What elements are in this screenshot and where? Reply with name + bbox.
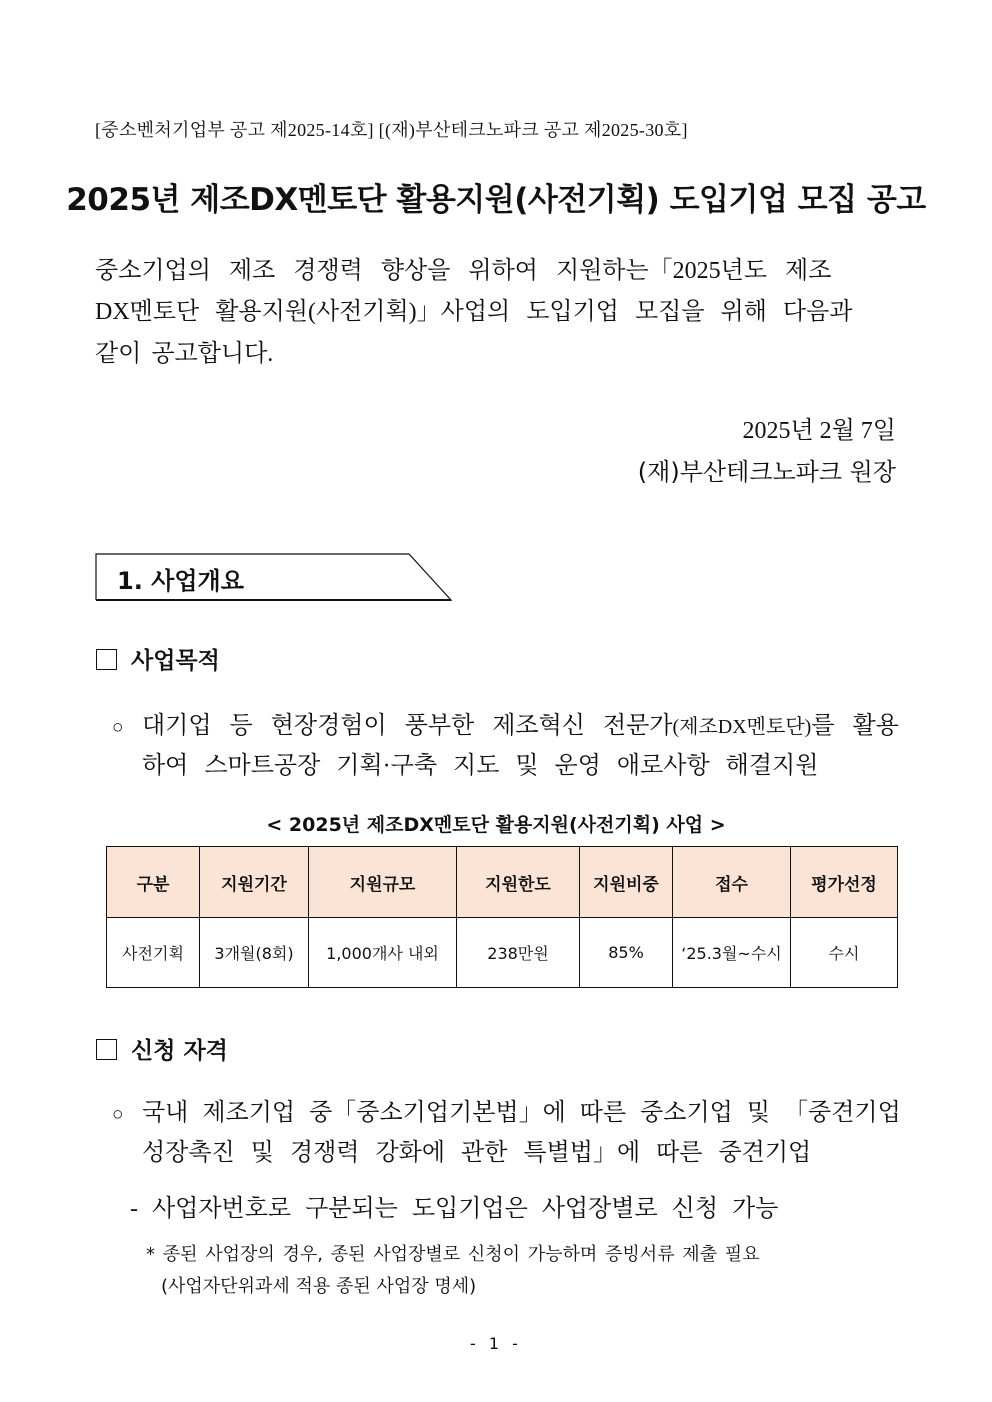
table-header-cell: 지원비중	[580, 847, 673, 918]
section-header-overview	[95, 553, 453, 601]
table-header-cell: 구분	[107, 847, 200, 918]
table-row	[107, 918, 898, 988]
eligibility-line-3: - 사업자번호로 구분되는 도입기업은 사업장별로 신청 가능	[130, 1196, 779, 1222]
purpose-heading-text: 사업목적	[131, 648, 220, 674]
table-cell: ‘25.3월~수시	[673, 918, 791, 988]
table-cell: 사전기획	[107, 918, 200, 988]
eligibility-note-2: (사업자단위과세 적용 종된 사업장 명세)	[161, 1276, 477, 1297]
table-cell: 238만원	[457, 918, 580, 988]
table-header-cell: 지원기간	[200, 847, 309, 918]
eligibility-text: 국내 제조기업 중「중소기업기본법」에 따른 중소기업 및 「중견기업	[142, 1100, 901, 1126]
intro-line-1: 중소기업의 제조 경쟁력 향상을 위하여 지원하는「2025년도 제조	[95, 258, 832, 284]
table-header-cell: 지원한도	[457, 847, 580, 918]
document-title: 2025년 제조DX멘토단 활용지원(사전기획) 도입기업 모집 공고	[66, 182, 926, 218]
table-cell: 85%	[580, 918, 673, 988]
eligibility-line-2: 성장촉진 및 경쟁력 강화에 관한 특별법」에 따른 중견기업	[142, 1140, 812, 1166]
table-header-row	[107, 847, 898, 918]
circle-bullet-icon: ○	[112, 1104, 124, 1125]
square-bullet-icon	[96, 1039, 117, 1060]
purpose-line-2: 하여 스마트공장 기획·구축 지도 및 운영 애로사항 해결지원	[142, 753, 819, 779]
announcement-date: 2025년 2월 7일	[742, 418, 896, 444]
purpose-text-main: 대기업 등 현장경험이 풍부한 제조혁신 전문가	[142, 713, 673, 739]
table-header-cell: 지원규모	[309, 847, 457, 918]
eligibility-heading	[96, 1032, 228, 1065]
square-bullet-icon	[96, 649, 117, 670]
table-cell: 3개월(8회)	[200, 918, 309, 988]
eligibility-note-1: * 종된 사업장의 경우, 종된 사업장별로 신청이 가능하며 증빙서류 제출 필요	[146, 1244, 760, 1265]
purpose-text-tail: 를 활용	[811, 713, 899, 739]
page-number: - 1 -	[470, 1334, 522, 1353]
purpose-text-small: (제조DX멘토단)	[672, 716, 812, 738]
circle-bullet-icon: ○	[112, 717, 124, 738]
purpose-heading	[96, 642, 220, 675]
table-caption: < 2025년 제조DX멘토단 활용지원(사전기획) 사업 >	[266, 814, 726, 836]
eligibility-line-1	[112, 1092, 901, 1127]
table-cell: 수시	[791, 918, 898, 988]
table-cell: 1,000개사 내외	[309, 918, 457, 988]
support-table	[106, 846, 898, 988]
issuer-name: (재)부산테크노파크 원장	[637, 458, 896, 486]
intro-line-3: 같이 공고합니다.	[95, 341, 274, 367]
section-title: 1. 사업개요	[117, 567, 244, 595]
notice-reference: [중소벤처기업부 공고 제2025-14호] [(재)부산테크노파크 공고 제2025-30호]	[95, 120, 688, 140]
purpose-line-1	[112, 705, 899, 740]
intro-line-2: DX멘토단 활용지원(사전기획)」사업의 도입기업 모집을 위해 다음과	[95, 299, 853, 325]
table-header-cell: 평가선정	[791, 847, 898, 918]
table-header-cell: 접수	[673, 847, 791, 918]
eligibility-heading-text: 신청 자격	[131, 1038, 228, 1064]
